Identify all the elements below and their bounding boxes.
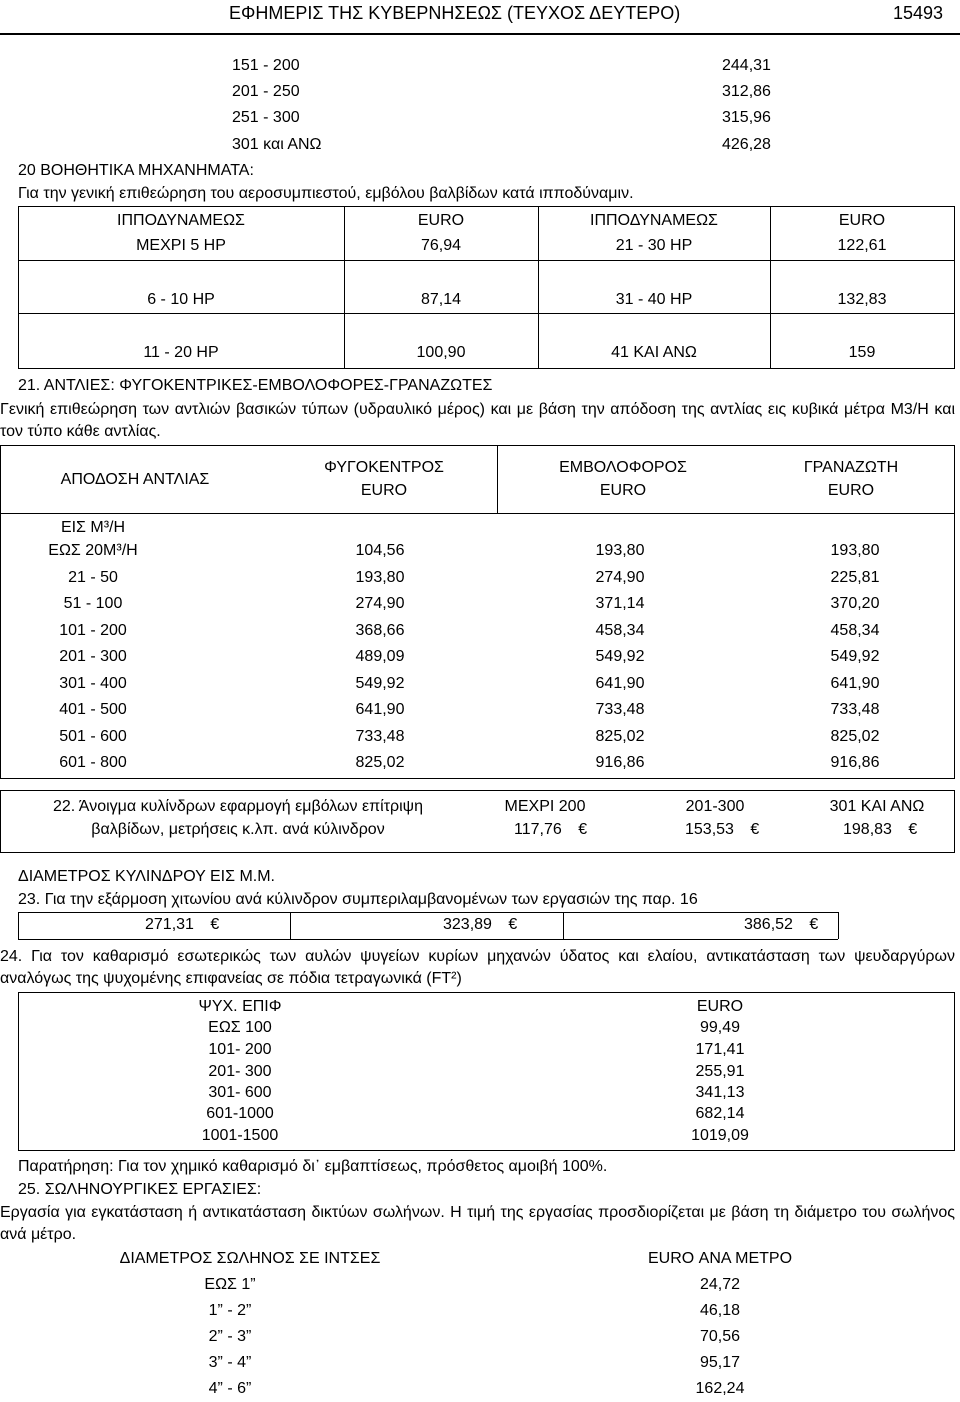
value-cell: 371,14 xyxy=(595,595,645,612)
range-cell: 251 - 300 xyxy=(232,109,300,126)
col-label: ΜΕΧΡΙ 200 xyxy=(504,798,586,815)
value-text: 323,89 xyxy=(443,916,492,933)
row-label: 201- 300 xyxy=(208,1063,272,1080)
value-cell: 95,17 xyxy=(699,1354,741,1371)
value-cell: 733,48 xyxy=(355,728,405,745)
hp-cell: 21 - 30 HP xyxy=(615,237,693,254)
section-22-text-line1: 22. Άνοιγμα κυλίνδρων εφαρμογή εμβόλων επίτριψη xyxy=(53,798,423,815)
col-header: ΙΠΠΟΔΥΝΑΜΕΩΣ xyxy=(590,212,718,229)
row-label: 301- 600 xyxy=(208,1084,272,1101)
row-label: 1” - 2” xyxy=(208,1302,252,1319)
value-text: 386,52 xyxy=(744,916,793,933)
table-rule xyxy=(0,778,955,779)
value-cell: 1019,09 xyxy=(691,1127,749,1144)
value-cell: 368,66 xyxy=(355,622,405,639)
value-cell: 549,92 xyxy=(595,648,645,665)
table-rule xyxy=(18,912,19,939)
value-cell xyxy=(514,821,587,839)
value-cell: 244,31 xyxy=(722,57,771,74)
col-header: ΙΠΠΟΔΥΝΑΜΕΩΣ xyxy=(117,212,245,229)
section-21-text: Γενική επιθεώρηση των αντλιών βασικών τύπων (υδραυλικό μέρος) και με βάση την απόδοση της αντλίας εις κυβικά μέτρα M3/H και τον τύπο κάθε αντλίας. xyxy=(0,401,955,440)
col-header: ΔΙΑΜΕΤΡΟΣ ΣΩΛΗΝΟΣ ΣΕ ΙΝΤΣΕΣ xyxy=(119,1250,381,1267)
value-cell: 916,86 xyxy=(595,754,645,771)
euro-cell: 159 xyxy=(848,344,876,361)
value-cell: 641,90 xyxy=(355,701,405,718)
value-cell: 825,02 xyxy=(595,728,645,745)
row-label: ΕΩΣ 1” xyxy=(204,1276,256,1293)
euro-symbol: € xyxy=(210,916,220,933)
table-rule xyxy=(0,445,955,446)
table-rule xyxy=(954,445,955,778)
value-cell: 733,48 xyxy=(595,701,645,718)
row-label: 101 - 200 xyxy=(59,622,127,639)
col-label: 201-300 xyxy=(685,798,745,815)
table-rule xyxy=(18,206,955,207)
value-cell: 458,34 xyxy=(830,622,880,639)
row-label: 51 - 100 xyxy=(63,595,123,612)
page-title: ΕΦΗΜΕΡΙΣ ΤΗΣ ΚΥΒΕΡΝΗΣΕΩΣ (ΤΕΥΧΟΣ ΔΕΥΤΕΡΟ) xyxy=(229,3,681,23)
row-label: 501 - 600 xyxy=(59,728,127,745)
col-header: ΓΡΑΝΑΖΩΤΗ xyxy=(803,459,899,476)
row-label: ΕΩΣ 20M³/H xyxy=(48,542,138,559)
section-22-footer: ΔΙΑΜΕΤΡΟΣ ΚΥΛΙΝΔΡΟΥ ΕΙΣ Μ.Μ. xyxy=(18,868,275,885)
value-cell: 315,96 xyxy=(722,109,771,126)
page-number: 15493 xyxy=(893,3,944,23)
section-25-text: Εργασία για εγκατάσταση ή αντικατάσταση δικτύων σωλήνων. Η τιμή της εργασίας προσδιορίζεται με βάση τη διάμετρο του σωλήνος ανά μέτρο. xyxy=(0,1204,955,1243)
value-cell: 549,92 xyxy=(355,675,405,692)
row-label: 401 - 500 xyxy=(59,701,127,718)
table-row xyxy=(0,136,960,158)
value-cell: 341,13 xyxy=(695,1084,745,1101)
value-cell: 193,80 xyxy=(595,542,645,559)
col-header: ΕΜΒΟΛΟΦΟΡΟΣ xyxy=(559,459,687,476)
row-label: ΕΩΣ 100 xyxy=(208,1019,272,1036)
value-text: 117,76 xyxy=(514,821,562,838)
euro-symbol: € xyxy=(750,821,760,838)
value-cell: 274,90 xyxy=(595,569,645,586)
value-cell: 916,86 xyxy=(830,754,880,771)
row-label: 4” - 6” xyxy=(208,1380,252,1397)
col-header: EURO xyxy=(417,212,465,229)
header-rule xyxy=(0,33,960,35)
row-label: 1001-1500 xyxy=(201,1127,279,1144)
table-rule xyxy=(497,445,498,513)
value-cell: 370,20 xyxy=(830,595,880,612)
col-header: ΑΠΟΔΟΣΗ ΑΝΤΛΙΑΣ xyxy=(60,471,210,488)
value-cell xyxy=(843,821,917,839)
euro-cell: 132,83 xyxy=(837,291,887,308)
row-label: 101- 200 xyxy=(208,1041,272,1058)
euro-cell: 122,61 xyxy=(837,237,887,254)
euro-cell: 100,90 xyxy=(416,344,466,361)
value-cell: 24,72 xyxy=(699,1276,741,1293)
table-row xyxy=(0,83,960,105)
table-rule xyxy=(563,912,564,939)
table-rule xyxy=(18,992,955,993)
table-rule xyxy=(290,912,291,939)
euro-symbol: € xyxy=(578,821,588,838)
value-cell: 46,18 xyxy=(699,1302,741,1319)
row-label: 21 - 50 xyxy=(68,569,118,586)
col-header: ΨΥΧ. ΕΠΙΦ xyxy=(198,998,282,1015)
value-cell: 641,90 xyxy=(595,675,645,692)
col-header: EURO ΑΝΑ ΜΕΤΡΟ xyxy=(647,1250,793,1267)
value-cell: 193,80 xyxy=(830,542,880,559)
value-cell: 70,56 xyxy=(699,1328,741,1345)
euro-symbol: € xyxy=(908,821,918,838)
value-cell: 426,28 xyxy=(722,136,771,153)
section-20-heading: 20 ΒΟΗΘΗΤΙΚΑ ΜΗΧΑΝΗΜΑΤΑ: xyxy=(18,162,254,179)
euro-symbol: € xyxy=(508,916,518,933)
value-cell: 225,81 xyxy=(830,569,880,586)
table-rule xyxy=(18,992,19,1150)
row-label: 601 - 800 xyxy=(59,754,127,771)
euro-cell: 87,14 xyxy=(420,291,462,308)
section-23-text: 23. Για την εξάρμοση χιτωνίου ανά κύλινδρον συμπεριλαμβανομένων των εργασιών της παρ. 16 xyxy=(18,891,698,908)
value-cell: 825,02 xyxy=(355,754,405,771)
range-cell: 301 και ΑΝΩ xyxy=(232,136,322,153)
section-20-text: Για την γενική επιθεώρηση του αεροσυμπιεστού, εμβόλου βαλβίδων κατά ιπποδύναμιν. xyxy=(18,185,634,202)
value-cell: 682,14 xyxy=(695,1105,745,1122)
row-label: 201 - 300 xyxy=(59,648,127,665)
value-cell: 641,90 xyxy=(830,675,880,692)
table-rule xyxy=(18,260,955,261)
table-rule xyxy=(0,852,955,853)
range-cell: 201 - 250 xyxy=(232,83,300,100)
value-cell: 733,48 xyxy=(830,701,880,718)
col-header-unit: EURO xyxy=(360,482,408,499)
value-text: 198,83 xyxy=(843,821,892,838)
euro-cell: 76,94 xyxy=(420,237,462,254)
col-header: EURO xyxy=(838,212,886,229)
value-cell xyxy=(145,916,219,934)
row-label: 601-1000 xyxy=(206,1105,274,1122)
table-rule xyxy=(954,206,955,368)
value-cell: 549,92 xyxy=(830,648,880,665)
table-row xyxy=(0,109,960,131)
hp-cell: ΜΕΧΡΙ 5 HP xyxy=(136,237,226,254)
table-rule xyxy=(18,368,955,369)
hp-cell: 41 ΚΑΙ ΑΝΩ xyxy=(611,344,697,361)
table-rule xyxy=(18,313,955,314)
col-header: EURO xyxy=(696,998,744,1015)
value-cell: 104,56 xyxy=(355,542,405,559)
value-cell: 489,09 xyxy=(355,648,405,665)
section-24-text: 24. Για τον καθαρισμό εσωτερικώς των αυλών ψυγείων κυρίων μηχανών ύδατος και ελαίου, αντικατάσταση των ψευδαργύρων αναλόγως της ψυχομένης επιφανείας σε πόδια τετραγωνικά (FT²) xyxy=(0,948,955,987)
value-text: 271,31 xyxy=(145,916,194,933)
table-rule xyxy=(18,1150,955,1151)
value-cell xyxy=(744,916,818,934)
col-header: ΦΥΓΟΚΕΝΤΡΟΣ xyxy=(324,459,444,476)
value-cell: 162,24 xyxy=(695,1380,745,1397)
value-cell: 458,34 xyxy=(595,622,645,639)
value-cell xyxy=(443,916,517,934)
table-rule xyxy=(0,513,955,514)
value-cell: 825,02 xyxy=(830,728,880,745)
value-cell: 274,90 xyxy=(355,595,405,612)
section-24-note: Παρατήρηση: Για τον χημικό καθαρισμό δι᾽ εμβαπτίσεως, πρόσθετος αμοιβή 100%. xyxy=(18,1158,608,1175)
value-text: 153,53 xyxy=(685,821,734,838)
col-label: 301 ΚΑΙ ΑΝΩ xyxy=(829,798,925,815)
hp-cell: 11 - 20 HP xyxy=(143,344,219,361)
row-label: 3” - 4” xyxy=(208,1354,252,1371)
value-cell: 193,80 xyxy=(355,569,405,586)
value-cell xyxy=(685,821,759,839)
table-rule xyxy=(18,939,838,940)
table-row xyxy=(0,57,960,79)
section-25-heading: 25. ΣΩΛΗΝΟΥΡΓΙΚΕΣ ΕΡΓΑΣΙΕΣ: xyxy=(18,1181,262,1198)
section-22-text-line2: βαλβίδων, μετρήσεις κ.λπ. ανά κύλινδρον xyxy=(91,821,385,838)
row-label-pre: ΕΙΣ M³/H xyxy=(60,519,126,536)
value-cell: 255,91 xyxy=(695,1063,745,1080)
table-rule xyxy=(838,912,839,939)
range-cell: 151 - 200 xyxy=(232,57,300,74)
hp-cell: 6 - 10 HP xyxy=(147,291,215,308)
value-cell: 171,41 xyxy=(695,1041,745,1058)
section-21-heading: 21. ΑΝΤΛΙΕΣ: ΦΥΓΟΚΕΝΤΡΙΚΕΣ-ΕΜΒΟΛΟΦΟΡΕΣ-ΓΡΑΝΑΖΩΤΕΣ xyxy=(18,377,493,394)
table-rule xyxy=(18,912,838,913)
hp-cell: 31 - 40 HP xyxy=(615,291,693,308)
row-label: 301 - 400 xyxy=(59,675,127,692)
table-rule xyxy=(0,790,955,791)
value-cell: 99,49 xyxy=(699,1019,741,1036)
table-rule xyxy=(954,992,955,1150)
col-header-unit: EURO xyxy=(599,482,647,499)
row-label: 2” - 3” xyxy=(208,1328,252,1345)
euro-symbol: € xyxy=(809,916,819,933)
value-cell: 312,86 xyxy=(722,83,771,100)
col-header-unit: EURO xyxy=(827,482,875,499)
